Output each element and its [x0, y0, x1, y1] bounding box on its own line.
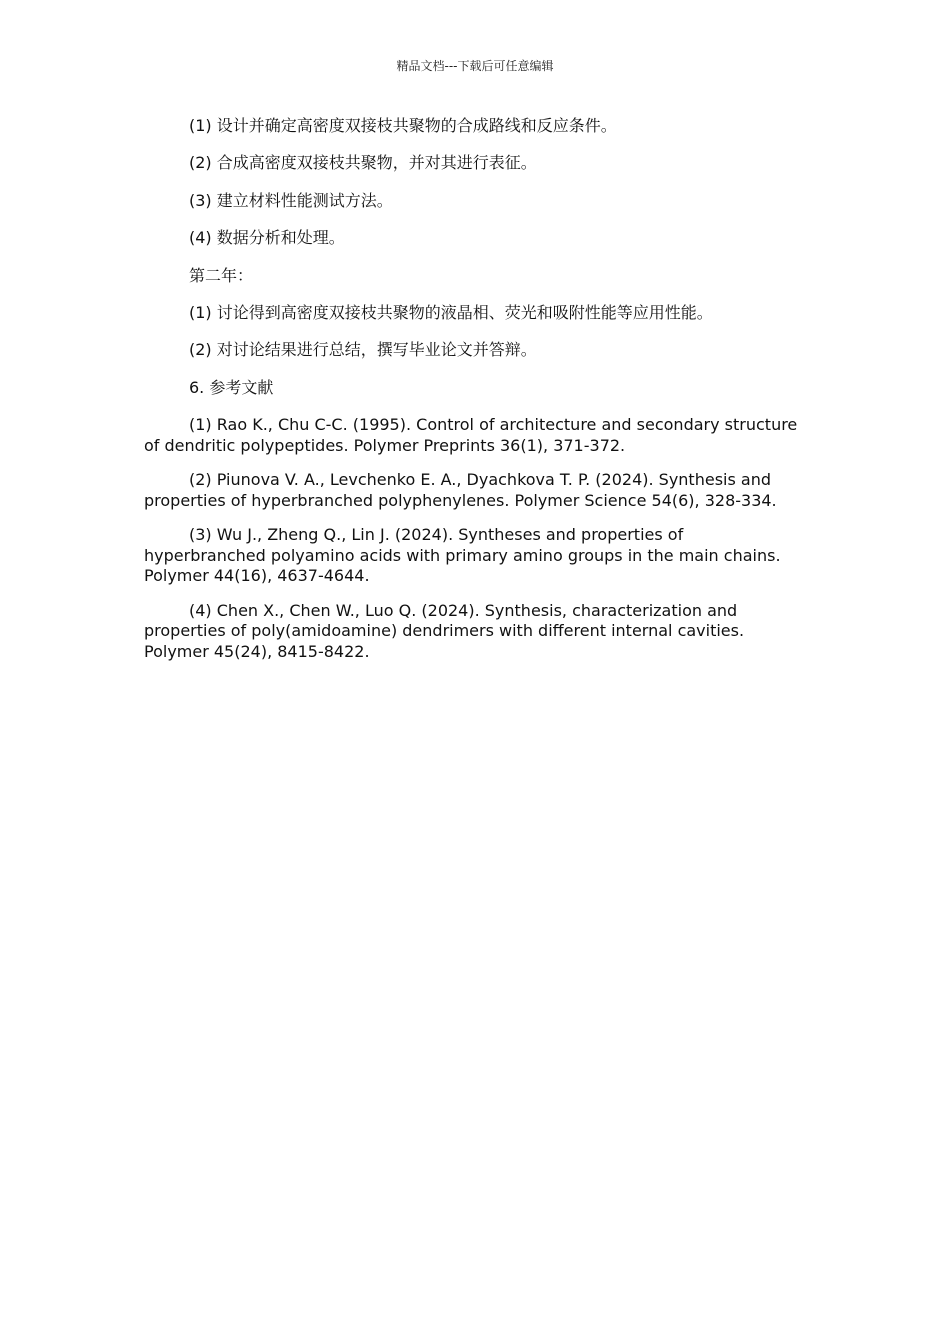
year1-task-1: (1) 设计并确定高密度双接枝共聚物的合成路线和反应条件。: [189, 116, 617, 135]
year1-task-4: (4) 数据分析和处理。: [189, 228, 345, 248]
references-heading: 6. 参考文献: [189, 377, 274, 397]
document-body: [144, 116, 806, 676]
year1-task-3: (3) 建立材料性能测试方法。: [189, 190, 393, 210]
reference-2: (2) Piunova V. A., Levchenko E. A., Dyachkova T. P. (2024). Synthesis and properties of hyperbranched polyphenylenes. Polymer Science 54(6), 328-334.: [144, 470, 777, 510]
year2-heading: 第二年：: [189, 265, 254, 285]
reference-3: (3) Wu J., Zheng Q., Lin J. (2024). Syntheses and properties of hyperbranched polyamino acids with primary amino groups in the main chains. Polymer 44(16), 4637-4644.: [144, 525, 781, 586]
year2-task-1: (1) 讨论得到高密度双接枝共聚物的液晶相、荧光和吸附性能等应用性能。: [189, 302, 713, 322]
year1-task-2: (2) 合成高密度双接枝共聚物，并对其进行表征。: [189, 153, 537, 173]
year2-task-2: (2) 对讨论结果进行总结，撰写毕业论文并答辩。: [189, 340, 537, 360]
reference-1: (1) Rao K., Chu C-C. (1995). Control of architecture and secondary structure of dendritic polypeptides. Polymer Preprints 36(1), 371-372.: [144, 415, 798, 455]
page-header: 精品文档---下载后可任意编辑: [396, 59, 554, 73]
reference-4: (4) Chen X., Chen W., Luo Q. (2024). Synthesis, characterization and properties of poly(amidoamine) dendrimers with different internal cavities. Polymer 45(24), 8415-8422.: [144, 600, 745, 661]
